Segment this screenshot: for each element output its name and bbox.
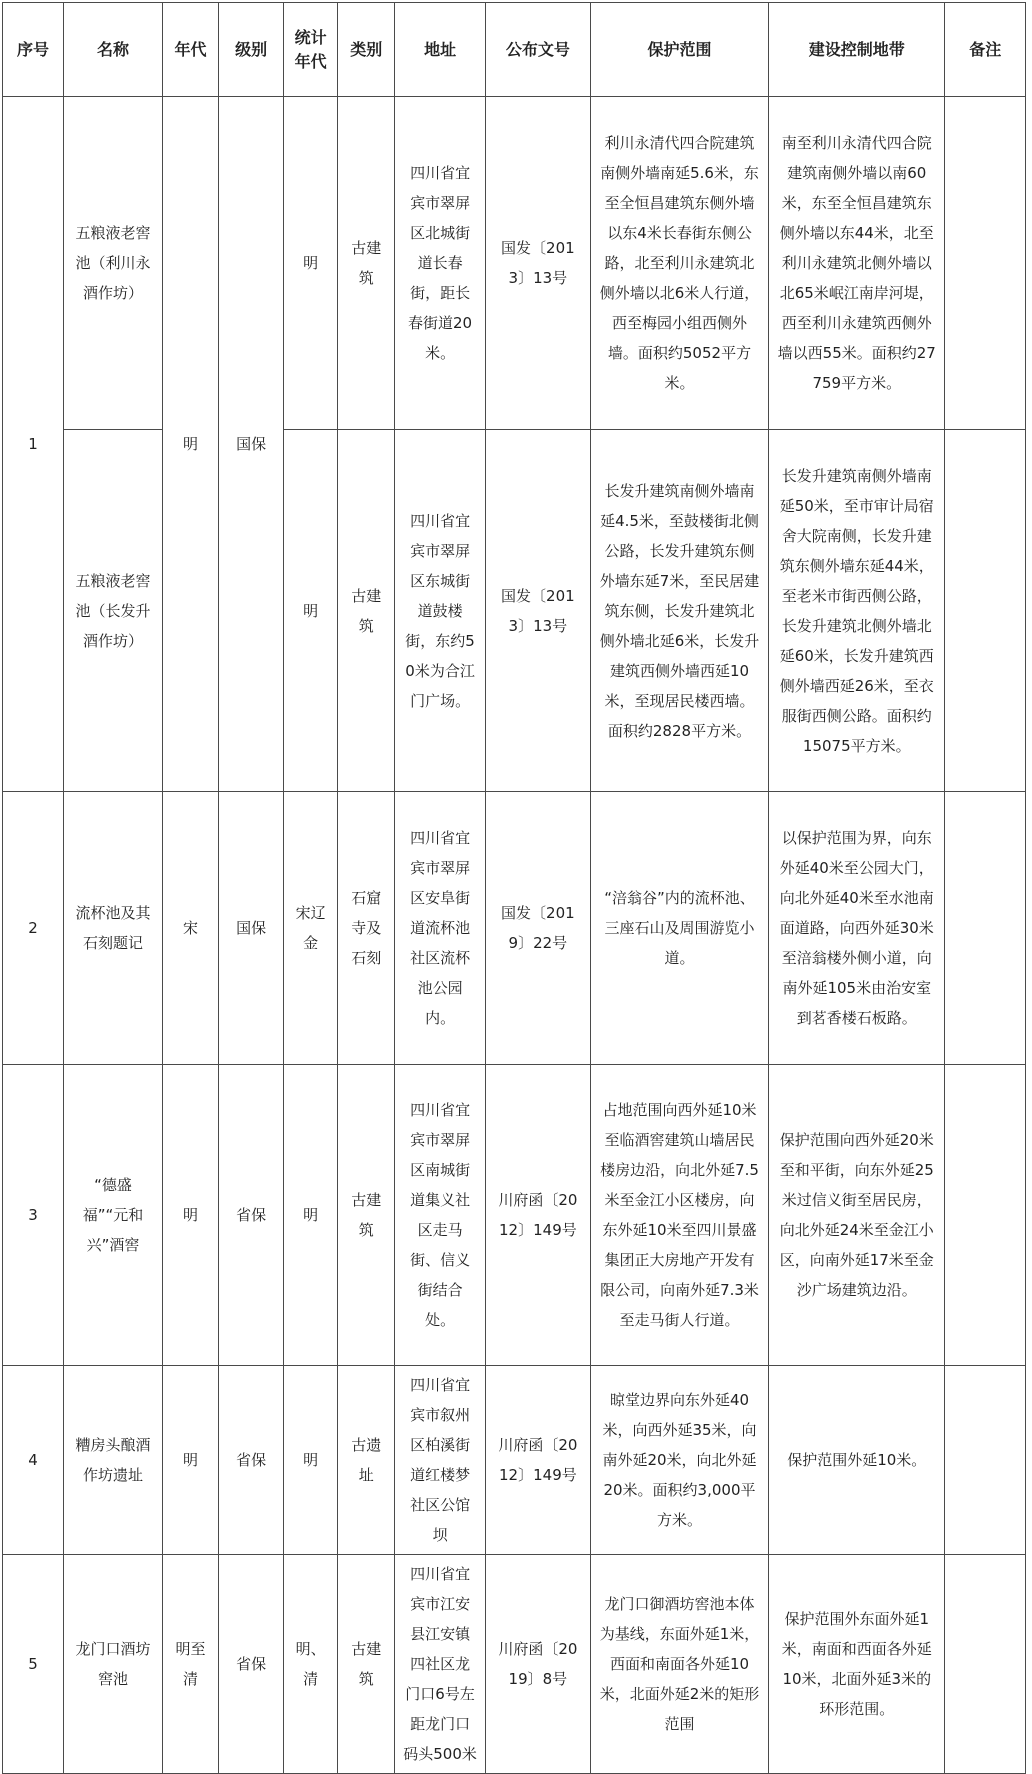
cell-control-zone: 南至利川永清代四合院建筑南侧外墙以南60米，东至全恒昌建筑东侧外墙以东44米，北至利川永建筑北侧外墙以北65米岷江南岸河堤，西至利川永建筑西侧外墙以西55米。面积约27759平方米。 [769,97,945,430]
cell-stat-era: 明、清 [284,1555,338,1774]
cell-level: 省保 [218,1366,283,1555]
header-note: 备注 [945,3,1026,97]
cell-protection-scope: 长发升建筑南侧外墙南延4.5米，至鼓楼街北侧公路，长发升建筑东侧外墙东延7米，至民居建筑东侧，长发升建筑北侧外墙北延6米，长发升建筑西侧外墙西延10米，至现居民楼西墙。面积约2828平方米。 [590,430,768,792]
header-no: 序号 [3,3,64,97]
cell-level: 省保 [218,1555,283,1774]
header-level: 级别 [218,3,283,97]
cell-address: 四川省宜宾市江安县江安镇四社区龙门口6号左距龙门口码头500米 [395,1555,486,1774]
cell-name: 五粮液老窖池（利川永酒作坊） [64,97,163,430]
header-type: 类别 [338,3,395,97]
header-era: 年代 [162,3,218,97]
cell-note [945,97,1026,430]
cell-protection-scope: 龙门口御酒坊窖池本体为基线，东面外延1米，西面和南面各外延10米，北面外延2米的矩形范围 [590,1555,768,1774]
cell-address: 四川省宜宾市翠屏区南城街道集义社区走马街、信义街结合处。 [395,1065,486,1366]
cell-address: 四川省宜宾市翠屏区北城街道长春街，距长春街道20米。 [395,97,486,430]
cell-address: 四川省宜宾市叙州区柏溪街道红楼梦社区公馆坝 [395,1366,486,1555]
header-control-zone: 建设控制地带 [769,3,945,97]
table-row [3,1065,1026,1366]
cell-no: 3 [3,1065,64,1366]
cell-type: 古建筑 [338,430,395,792]
cell-type: 古建筑 [338,97,395,430]
cell-type: 古遗址 [338,1366,395,1555]
cell-protection-scope: “涪翁谷”内的流杯池、三座石山及周围游览小道。 [590,792,768,1065]
cell-no: 1 [3,97,64,792]
cell-no: 2 [3,792,64,1065]
cell-control-zone: 长发升建筑南侧外墙南延50米，至市审计局宿舍大院南侧，长发升建筑东侧外墙东延44米，至老米市街西侧公路，长发升建筑北侧外墙北延60米，长发升建筑西侧外墙西延26米，至衣服街西侧公路。面积约15075平方米。 [769,430,945,792]
cell-control-zone: 以保护范围为界，向东外延40米至公园大门，向北外延40米至水池南面道路，向西外延30米至涪翁楼外侧小道，向南外延105米由治安室到茗香楼石板路。 [769,792,945,1065]
cell-name: 流杯池及其石刻题记 [64,792,163,1065]
cell-type: 古建筑 [338,1555,395,1774]
cell-name: 龙门口酒坊窖池 [64,1555,163,1774]
cell-protection-scope: 晾堂边界向东外延40米，向西外延35米，向南外延20米，向北外延20米。面积约3,000平方米。 [590,1366,768,1555]
cell-stat-era: 明 [284,1366,338,1555]
cell-name: 糟房头酿酒作坊遗址 [64,1366,163,1555]
cell-type: 石窟寺及石刻 [338,792,395,1065]
cell-note [945,430,1026,792]
cell-stat-era: 宋辽金 [284,792,338,1065]
cell-no: 4 [3,1366,64,1555]
cell-era: 明 [162,1366,218,1555]
cell-doc-number: 国发〔2013〕13号 [485,97,590,430]
cell-era: 明至清 [162,1555,218,1774]
cell-level: 国保 [218,792,283,1065]
cell-era: 明 [162,97,218,792]
cell-doc-number: 国发〔2019〕22号 [485,792,590,1065]
cell-stat-era: 明 [284,97,338,430]
cell-era: 宋 [162,792,218,1065]
heritage-table [2,2,1026,1774]
cell-protection-scope: 占地范围向西外延10米至临酒窖建筑山墙居民楼房边沿，向北外延7.5米至金江小区楼房，向东外延10米至四川景盛集团正大房地产开发有限公司，向南外延7.3米至走马街人行道。 [590,1065,768,1366]
cell-note [945,1065,1026,1366]
cell-control-zone: 保护范围向西外延20米至和平街，向东外延25米过信义街至居民房，向北外延24米至金江小区，向南外延17米至金沙广场建筑边沿。 [769,1065,945,1366]
cell-protection-scope: 利川永清代四合院建筑南侧外墙南延5.6米，东至全恒昌建筑东侧外墙以东4米长春街东侧公路，北至利川永建筑北侧外墙以北6米人行道，西至梅园小组西侧外墙。面积约5052平方米。 [590,97,768,430]
cell-doc-number: 国发〔2013〕13号 [485,430,590,792]
cell-type: 古建筑 [338,1065,395,1366]
cell-stat-era: 明 [284,1065,338,1366]
header-protection-scope: 保护范围 [590,3,768,97]
header-doc-number: 公布文号 [485,3,590,97]
cell-stat-era: 明 [284,430,338,792]
cell-control-zone: 保护范围外延10米。 [769,1366,945,1555]
cell-name: 五粮液老窖池（长发升酒作坊） [64,430,163,792]
cell-doc-number: 川府函〔2012〕149号 [485,1366,590,1555]
cell-doc-number: 川府函〔2019〕8号 [485,1555,590,1774]
cell-doc-number: 川府函〔2012〕149号 [485,1065,590,1366]
header-stat-era: 统计年代 [284,3,338,97]
cell-address: 四川省宜宾市翠屏区东城街道鼓楼街，东约50米为合江门广场。 [395,430,486,792]
cell-address: 四川省宜宾市翠屏区安阜街道流杯池社区流杯池公园内。 [395,792,486,1065]
table-row [3,1555,1026,1774]
header-name: 名称 [64,3,163,97]
table-row [3,97,1026,430]
table-row [3,1366,1026,1555]
cell-level: 省保 [218,1065,283,1366]
cell-note [945,792,1026,1065]
cell-level: 国保 [218,97,283,792]
cell-note [945,1555,1026,1774]
cell-no: 5 [3,1555,64,1774]
cell-note [945,1366,1026,1555]
table-row [3,430,1026,792]
cell-era: 明 [162,1065,218,1366]
header-address: 地址 [395,3,486,97]
cell-name: “德盛福”“元和兴”酒窖 [64,1065,163,1366]
header-row [3,3,1026,97]
table-row [3,792,1026,1065]
cell-control-zone: 保护范围外东面外延1米，南面和西面各外延10米，北面外延3米的环形范围。 [769,1555,945,1774]
